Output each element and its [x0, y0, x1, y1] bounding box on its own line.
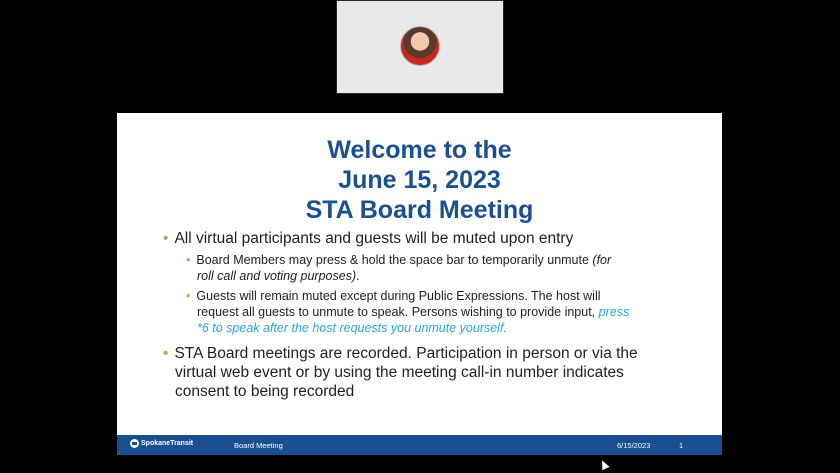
sub-bullet-guests-line2 [197, 304, 629, 321]
bullet-recorded-line2 [175, 363, 624, 383]
slide-footer [117, 435, 722, 455]
footer-date: 6/15/2023 [617, 441, 651, 450]
bullet-text: . [356, 269, 360, 283]
bullet-dot: • [186, 253, 191, 267]
bullet-text-italic: (for [592, 253, 612, 267]
bullet-dot: • [163, 345, 169, 362]
bullet-recorded-line3 [175, 382, 354, 402]
bullet-text-highlight: press [598, 305, 630, 319]
bullet-text: request all guests to unmute to speak. Persons wishing to provide input, [197, 305, 599, 319]
bullet-text: STA Board meetings are recorded. Participation in person or via the [174, 345, 638, 362]
sub-bullet-board-members-line2 [197, 268, 360, 285]
spokane-transit-logo [130, 439, 193, 448]
presentation-slide [117, 113, 722, 455]
participant-video-tile[interactable] [336, 0, 504, 94]
bullet-text: consent to being recorded [175, 383, 355, 400]
slide-title [117, 135, 722, 225]
sub-bullet-guests-line1 [186, 288, 601, 305]
footer-page-number: 1 [679, 441, 684, 450]
bullet-muted-entry [163, 229, 573, 249]
footer-meeting-label: Board Meeting [234, 441, 283, 450]
bullet-text: virtual web event or by using the meeting call-in number indicates [175, 364, 624, 381]
bullet-dot: • [186, 289, 191, 303]
bus-logo-icon [130, 439, 139, 448]
title-line-1: Welcome to the [327, 136, 512, 164]
sub-bullet-guests-line3 [197, 320, 507, 337]
bullet-recorded-line1 [163, 344, 638, 364]
bullet-text: All virtual participants and guests will be muted upon entry [174, 230, 574, 247]
title-line-2: June 15, 2023 [338, 166, 501, 194]
mouse-cursor-icon [598, 459, 609, 471]
bullet-dot: • [163, 230, 169, 247]
bullet-text: Board Members may press & hold the space bar to temporarily unmute [196, 253, 593, 267]
logo-text: SpokaneTransit [141, 440, 194, 447]
title-line-3: STA Board Meeting [305, 196, 534, 224]
bullet-text: Guests will remain muted except during Public Expressions. The host will [196, 289, 601, 303]
participant-avatar [400, 26, 440, 66]
bullet-text-highlight: *6 to speak after the host requests you unmute yourself. [197, 321, 507, 335]
sub-bullet-board-members-line1 [186, 252, 611, 269]
bullet-text-italic: roll call and voting purposes) [197, 269, 357, 283]
